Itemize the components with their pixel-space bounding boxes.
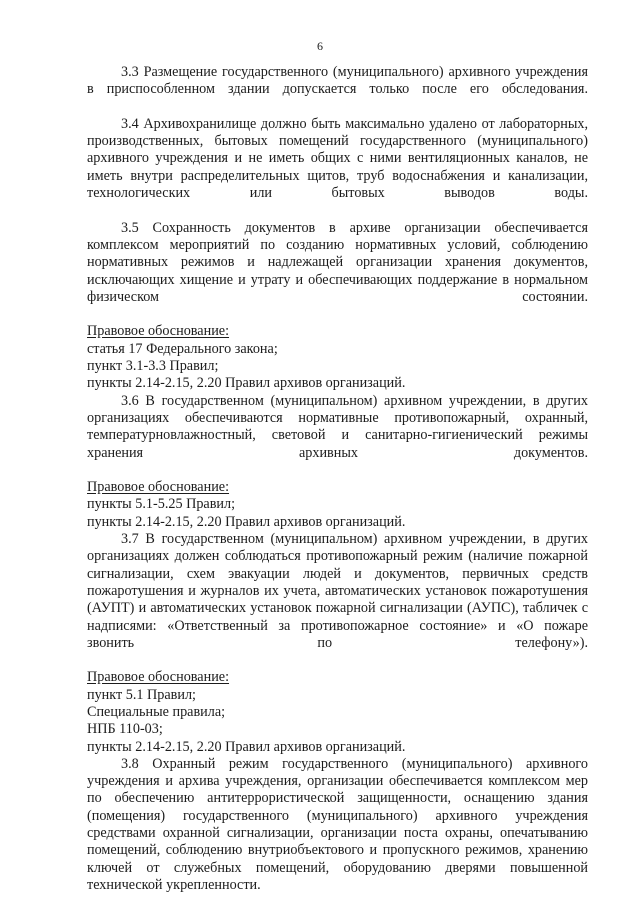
paragraph-3-8: 3.8 Охранный режим государственного (муниципального) архивного учреждения и архива учреждения, организации обеспечивается комплексом мер по обеспечению антитеррористической защищенности, оснащению здания (помещения) государственного (муниципального) архивного учреждения средствами охранной сигнализации, организации поста охраны, опечатыванию помещений, соблюдению внутриобъектового и пропускного режимов, хранению ключей от служебных помещений, оборудованию дверями повышенной технической укрепленности. — [87, 755, 588, 893]
legal-reference: статья 17 Федерального закона; — [87, 340, 278, 357]
legal-reference: пункт 5.1 Правил; — [87, 686, 196, 703]
legal-reference: пункты 2.14-2.15, 2.20 Правил архивов организаций. — [87, 513, 406, 530]
paragraph-3-5: 3.5 Сохранность документов в архиве организации обеспечивается комплексом мероприятий по созданию нормативных условий, соблюдению нормативных режимов и надлежащей организации хранения документов, исключающих хищение и утрату и обеспечивающих поддержание в нормальном физическом состоянии. — [87, 219, 588, 305]
legal-reference: пункты 2.14-2.15, 2.20 Правил архивов организаций. — [87, 738, 406, 755]
legal-basis-heading: Правовое обоснование: — [87, 323, 230, 340]
paragraph-3-3: 3.3 Размещение государственного (муниципального) архивного учреждения в приспособленном здании допускается только после его обследования. — [87, 64, 588, 98]
paragraph-3-7: 3.7 В государственном (муниципальном) архивном учреждении, в других организациях должен соблюдаться противопожарный режим (наличие пожарной сигнализации, схем эвакуации людей и документов, первичных средств пожаротушения и журналов их учета, автоматических установок пожаротушения (АУПТ) и автоматических установок пожарной сигнализации (АУПС), табличек с надписями: «Ответственный за противопожарное состояние» и «О пожаре звонить по телефону»). — [87, 531, 588, 651]
legal-reference: пункты 2.14-2.15, 2.20 Правил архивов организаций. — [87, 375, 406, 392]
legal-basis-heading: Правовое обоснование: — [87, 479, 230, 496]
page-number: 6 — [317, 39, 323, 53]
legal-reference: НПБ 110-03; — [87, 721, 163, 738]
paragraph-3-4: 3.4 Архивохранилище должно быть максимально удалено от лабораторных, производственных, бытовых помещений государственного (муниципального) архивного учреждения и не иметь общих с ними вентиляционных каналов, не иметь внутри распределительных щитов, труб водоснабжения и канализации, технологических или бытовых выводов воды. — [87, 115, 588, 202]
paragraph-3-6: 3.6 В государственном (муниципальном) архивном учреждении, в других организациях обеспечиваются нормативные противопожарный, охранный, температурновлажностный, световой и санитарно-гигиенический режимы хранения архивных документов. — [87, 392, 588, 461]
legal-reference: Специальные правила; — [87, 703, 226, 720]
legal-reference: пункты 5.1-5.25 Правил; — [87, 496, 236, 513]
document-body — [87, 64, 588, 894]
legal-basis-heading: Правовое обоснование: — [87, 669, 230, 686]
legal-reference: пункт 3.1-3.3 Правил; — [87, 358, 219, 375]
